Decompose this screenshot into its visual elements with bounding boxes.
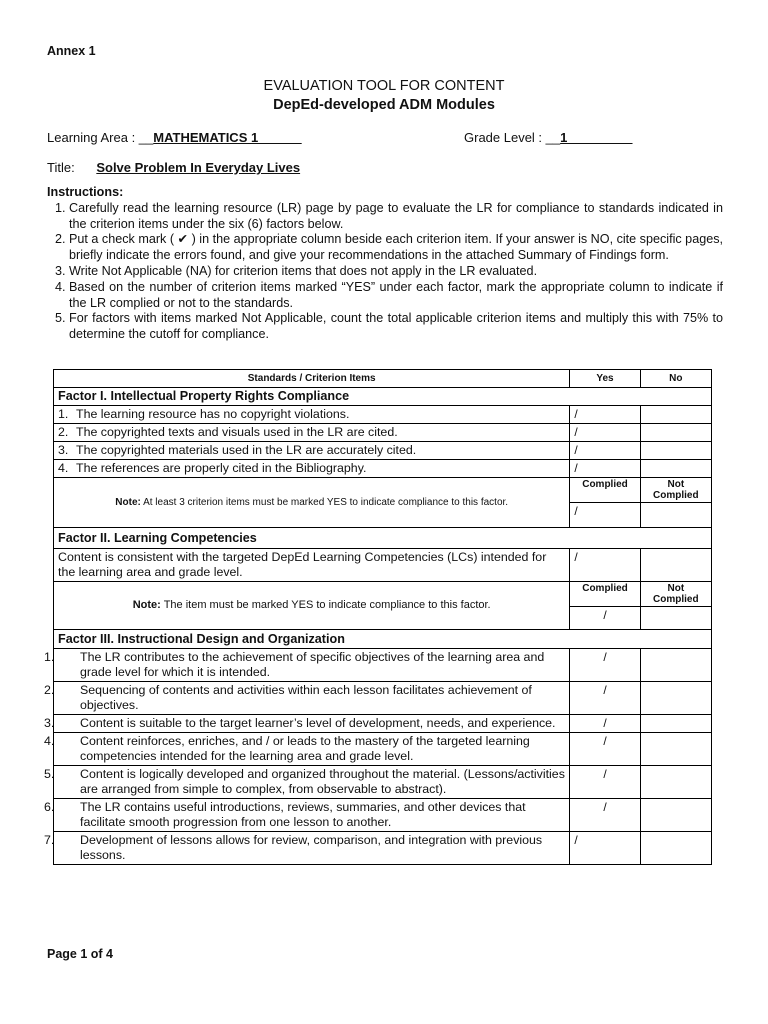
grade-level-field [464, 130, 632, 145]
yes-cell[interactable]: / [570, 549, 640, 582]
table-row [54, 715, 712, 733]
yes-cell[interactable]: / [570, 715, 640, 733]
page-title: EVALUATION TOOL FOR CONTENT [263, 78, 505, 94]
learning-area-field [47, 130, 302, 145]
item-text: Sequencing of contents and activities within each lesson facilitates achievement of objectives. [80, 683, 532, 712]
instructions-heading: Instructions: [47, 185, 124, 199]
note-label: Note: [132, 599, 161, 611]
table-row [54, 733, 712, 766]
item-number: 4. [58, 461, 69, 475]
yes-cell[interactable]: / [570, 442, 640, 460]
item-text: Content is logically developed and organized throughout the material. (Lessons/activities are arranged from simple to complex, from observable to abstract). [80, 767, 565, 796]
yes-cell[interactable]: / [570, 424, 640, 442]
complied-header: Complied [570, 582, 640, 607]
no-cell[interactable] [640, 766, 711, 799]
item-number: 1. [58, 407, 69, 421]
table-header-row [54, 370, 712, 388]
yes-cell[interactable]: / [570, 682, 640, 715]
col-yes-header: Yes [570, 370, 640, 388]
item-number: 5. [44, 767, 55, 781]
no-cell[interactable] [640, 649, 711, 682]
item-number: 3. [58, 443, 69, 457]
no-cell[interactable] [640, 406, 711, 424]
item-text: The references are properly cited in the Bibliography. [76, 461, 367, 475]
annex-label: Annex 1 [47, 44, 96, 58]
factor-row [54, 388, 712, 406]
item-text: Content is suitable to the target learner’s level of development, needs, and experience. [80, 716, 556, 730]
factor3-title: Factor III. Instructional Design and Organization [54, 630, 712, 649]
not-complied-header: Not Complied [640, 582, 711, 607]
instruction-item: 2. Put a check mark ( ✔ ) in the appropriate column beside each criterion item. If your answer is NO, cite specific pages, briefly indicate the errors found, and give your recommendations in the attached Summary of Findings form. [69, 232, 723, 264]
complied-cell[interactable]: / [570, 607, 640, 630]
complied-header: Complied [570, 478, 640, 503]
yes-cell[interactable]: / [570, 766, 640, 799]
grade-level-value: 1_________ [560, 130, 633, 145]
table-row [54, 682, 712, 715]
instruction-item: 5. For factors with items marked Not Applicable, count the total applicable criterion items and multiply this with 75% to determine the cutoff for compliance. [69, 311, 723, 343]
complied-cell[interactable]: / [570, 503, 640, 528]
instruction-item: 4. Based on the number of criterion items marked “YES” under each factor, mark the appropriate column to indicate if the LR complied or not to the standards. [69, 280, 723, 312]
table-row [54, 406, 712, 424]
item-text: Content is consistent with the targeted DepEd Learning Competencies (LCs) intended for the learning area and grade level. [54, 549, 570, 582]
page-number: Page 1 of 4 [47, 947, 113, 961]
note-text: At least 3 criterion items must be marked YES to indicate compliance to this factor. [143, 497, 509, 508]
learning-area-label: Learning Area : __ [47, 130, 154, 145]
grade-level-label: Grade Level : __ [464, 130, 561, 145]
item-text: Content reinforces, enriches, and / or leads to the mastery of the targeted learning competencies intended for the learning area and grade level. [80, 734, 530, 763]
title-value: Solve Problem In Everyday Lives [96, 160, 301, 175]
yes-cell[interactable]: / [570, 799, 640, 832]
yes-cell[interactable]: / [570, 460, 640, 478]
not-complied-cell[interactable] [640, 503, 711, 528]
table-row [54, 832, 712, 865]
item-number: 2. [58, 425, 69, 439]
item-text: The copyrighted materials used in the LR are accurately cited. [76, 443, 417, 457]
item-number: 6. [44, 800, 55, 814]
no-cell[interactable] [640, 460, 711, 478]
no-cell[interactable] [640, 442, 711, 460]
col-criteria-header: Standards / Criterion Items [54, 370, 570, 388]
instructions [47, 185, 723, 343]
item-number: 3. [44, 716, 55, 730]
not-complied-header: Not Complied [640, 478, 711, 503]
item-text: The LR contributes to the achievement of specific objectives of the learning area and grade level for which it is intended. [80, 650, 545, 679]
table-row [54, 442, 712, 460]
factor2-note [54, 582, 570, 630]
item-number: 7. [44, 833, 55, 847]
compliance-header-row [54, 582, 712, 607]
yes-cell[interactable]: / [570, 832, 640, 865]
yes-cell[interactable]: / [570, 649, 640, 682]
compliance-header-row [54, 478, 712, 503]
evaluation-table [44, 369, 712, 865]
page-subtitle: DepEd-developed ADM Modules [273, 97, 495, 113]
factor-row [54, 528, 712, 549]
no-cell[interactable] [640, 682, 711, 715]
no-cell[interactable] [640, 424, 711, 442]
table-row [54, 460, 712, 478]
table-row [54, 799, 712, 832]
learning-area-value: MATHEMATICS 1______ [153, 130, 302, 145]
no-cell[interactable] [640, 832, 711, 865]
no-cell[interactable] [640, 715, 711, 733]
not-complied-cell[interactable] [640, 607, 711, 630]
factor2-title: Factor II. Learning Competencies [54, 528, 712, 549]
yes-cell[interactable]: / [570, 406, 640, 424]
table-row [54, 649, 712, 682]
item-number: 2. [44, 683, 55, 697]
factor1-title: Factor I. Intellectual Property Rights Compliance [54, 388, 712, 406]
note-text: The item must be marked YES to indicate compliance to this factor. [163, 599, 491, 611]
item-number: 1. [44, 650, 55, 664]
instruction-item: 1. Carefully read the learning resource (LR) page by page to evaluate the LR for compliance to standards indicated in the criterion items under the six (6) factors below. [69, 201, 723, 233]
item-number: 4. [44, 734, 55, 748]
note-label: Note: [115, 497, 141, 508]
no-cell[interactable] [640, 799, 711, 832]
no-cell[interactable] [640, 549, 711, 582]
item-text: The LR contains useful introductions, reviews, summaries, and other devices that facilitate smooth progression from one lesson to another. [80, 800, 526, 829]
factor1-note [54, 478, 570, 528]
item-text: Development of lessons allows for review, comparison, and integration with previous lessons. [80, 833, 543, 862]
no-cell[interactable] [640, 733, 711, 766]
table-row [54, 766, 712, 799]
instructions-list [47, 201, 723, 343]
item-text: The learning resource has no copyright violations. [76, 407, 350, 421]
col-no-header: No [640, 370, 711, 388]
title-field [47, 160, 300, 175]
table-row [54, 549, 712, 582]
table-row [54, 424, 712, 442]
item-text: The copyrighted texts and visuals used in the LR are cited. [76, 425, 398, 439]
instruction-item: 3. Write Not Applicable (NA) for criterion items that does not apply in the LR evaluated. [69, 264, 723, 280]
yes-cell[interactable]: / [570, 733, 640, 766]
title-label: Title: [47, 160, 75, 175]
factor-row [54, 630, 712, 649]
